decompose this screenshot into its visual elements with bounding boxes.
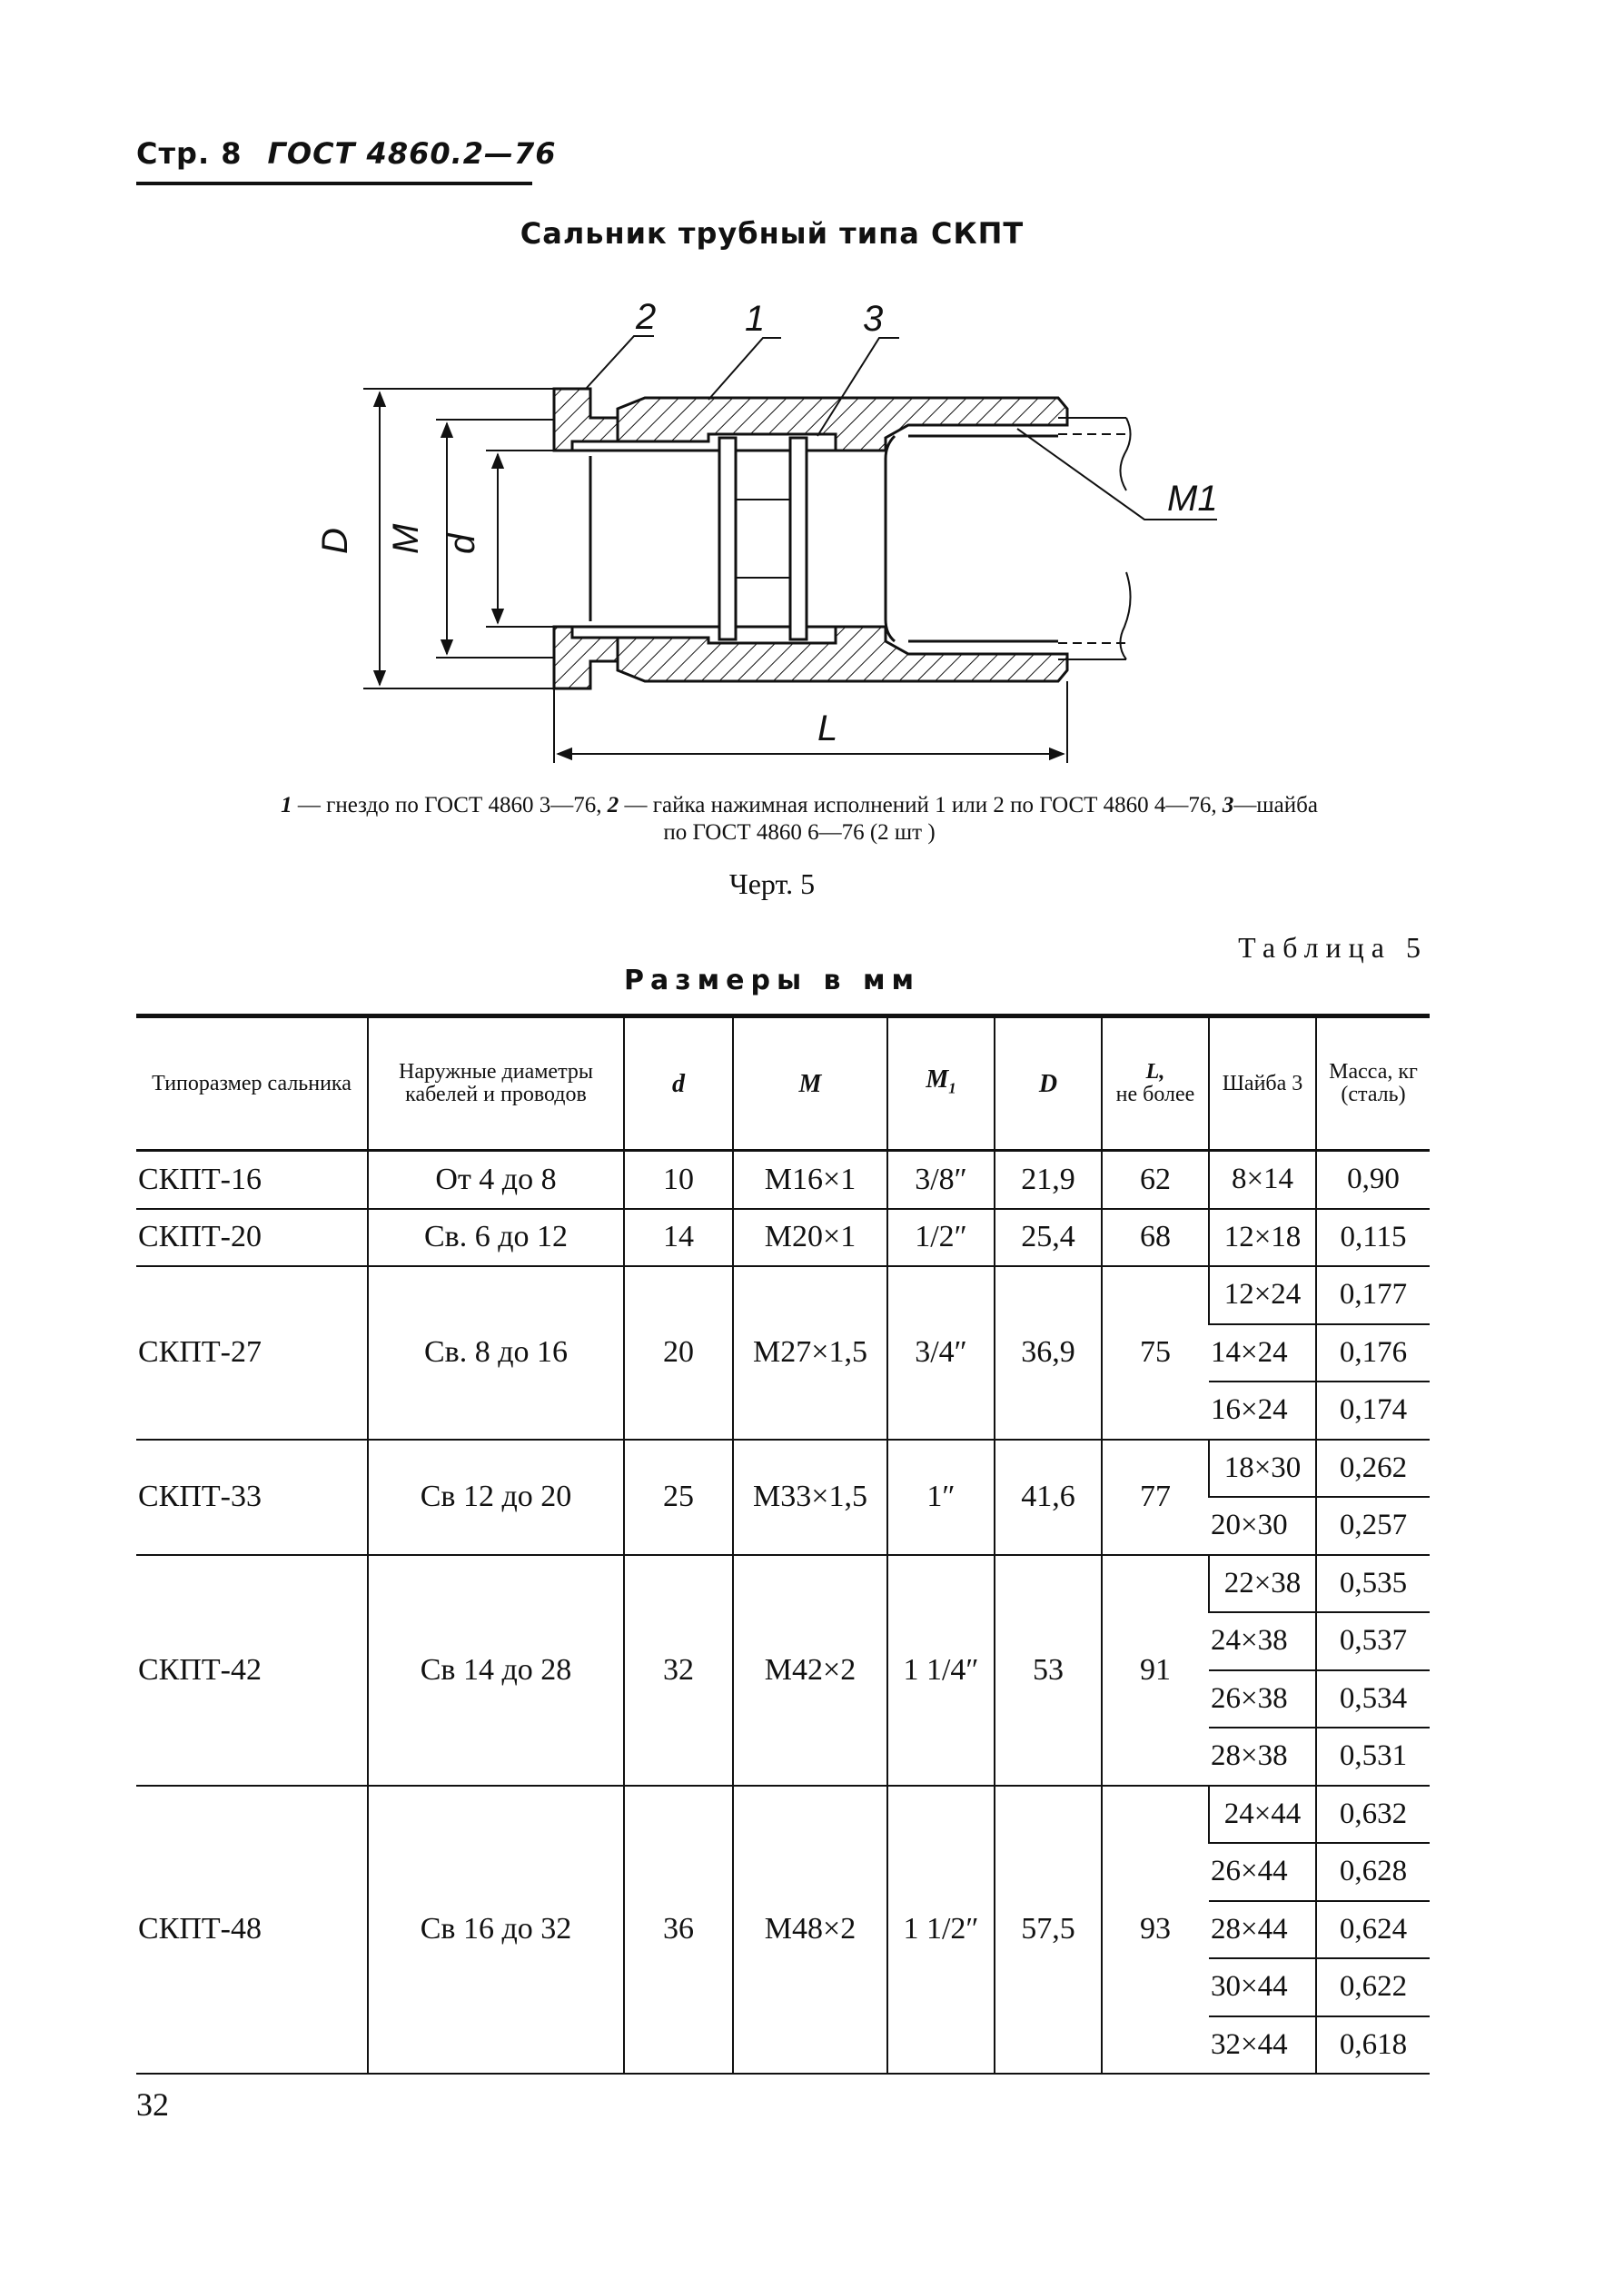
caption-item1-number: 1 <box>281 793 292 817</box>
cell-M1: 1″ <box>887 1440 995 1555</box>
cell-D: 25,4 <box>995 1209 1102 1267</box>
cell-washer: 24×38 <box>1209 1612 1316 1670</box>
cell-d: 36 <box>624 1786 733 2075</box>
cell-d: 10 <box>624 1151 733 1209</box>
cell-type: СКПТ-20 <box>136 1209 368 1267</box>
dimensions-table <box>136 1014 1430 2075</box>
cell-L: 68 <box>1102 1209 1209 1267</box>
cell-washer: 32×44 <box>1209 2016 1316 2075</box>
header-L-note: не более <box>1115 1083 1195 1106</box>
table-row <box>136 1786 1430 1844</box>
caption-item3-number: 3 <box>1222 793 1234 817</box>
cell-type: СКПТ-48 <box>136 1786 368 2075</box>
table-row <box>136 1151 1430 1209</box>
cell-washer: 28×38 <box>1209 1728 1316 1786</box>
cell-mass: 0,622 <box>1316 1958 1430 2016</box>
cell-type: СКПТ-33 <box>136 1440 368 1555</box>
cell-d: 20 <box>624 1266 733 1440</box>
cell-washer: 8×14 <box>1209 1151 1316 1209</box>
standard-number: ГОСТ 4860.2—76 <box>267 136 557 171</box>
figure-label: Черт. 5 <box>728 867 816 900</box>
cell-M: М33×1,5 <box>733 1440 887 1555</box>
cell-mass: 0,257 <box>1316 1497 1430 1555</box>
cell-mass: 0,537 <box>1316 1612 1430 1670</box>
cell-M1: 1 1/2″ <box>887 1786 995 2075</box>
cell-diam: Св 16 до 32 <box>368 1786 624 2075</box>
cell-d: 32 <box>624 1555 733 1786</box>
part-label-2: 2 <box>636 297 657 337</box>
table-row <box>136 1209 1430 1267</box>
page-header <box>136 136 557 171</box>
cell-type: СКПТ-16 <box>136 1151 368 1209</box>
units-label: Размеры в мм <box>623 965 921 996</box>
header-L <box>1102 1016 1209 1151</box>
cell-washer: 20×30 <box>1209 1497 1316 1555</box>
cell-D: 53 <box>995 1555 1102 1786</box>
cell-d: 14 <box>624 1209 733 1267</box>
gland-drawing <box>315 282 1235 790</box>
cell-L: 77 <box>1102 1440 1209 1555</box>
header-mass: Масса, кг (сталь) <box>1316 1016 1430 1151</box>
cell-mass: 0,115 <box>1316 1209 1430 1267</box>
header-M1 <box>887 1016 995 1151</box>
table-header-row <box>136 1016 1430 1151</box>
cell-washer: 24×44 <box>1209 1786 1316 1844</box>
header-type: Типоразмер сальника <box>136 1016 368 1151</box>
cell-diam: Св. 8 до 16 <box>368 1266 624 1440</box>
cell-M1: 3/8″ <box>887 1151 995 1209</box>
cell-washer: 14×24 <box>1209 1324 1316 1382</box>
caption-item3-text: —шайба по ГОСТ 4860 6—76 (2 шт ) <box>663 793 1318 845</box>
dim-label-M1: M1 <box>1167 479 1218 519</box>
header-M: M <box>733 1016 887 1151</box>
header-diameters: Наружные диаметры кабелей и проводов <box>368 1016 624 1151</box>
dim-label-D: D <box>315 528 355 554</box>
page-number: 32 <box>136 2086 169 2123</box>
cell-mass: 0,531 <box>1316 1728 1430 1786</box>
cell-L: 62 <box>1102 1151 1209 1209</box>
cell-D: 41,6 <box>995 1440 1102 1555</box>
cell-diam: Св 12 до 20 <box>368 1440 624 1555</box>
cell-washer: 16×24 <box>1209 1382 1316 1440</box>
cell-type: СКПТ-27 <box>136 1266 368 1440</box>
cell-mass: 0,90 <box>1316 1151 1430 1209</box>
cell-mass: 0,632 <box>1316 1786 1430 1844</box>
caption-item2-number: 2 <box>607 793 619 817</box>
cell-M1: 3/4″ <box>887 1266 995 1440</box>
cell-mass: 0,628 <box>1316 1843 1430 1901</box>
cell-washer: 18×30 <box>1209 1440 1316 1498</box>
cell-washer: 26×38 <box>1209 1670 1316 1728</box>
header-L-symbol: L, <box>1145 1060 1165 1084</box>
cell-M: М42×2 <box>733 1555 887 1786</box>
cell-washer: 28×44 <box>1209 1901 1316 1959</box>
cell-type: СКПТ-42 <box>136 1555 368 1786</box>
cell-D: 57,5 <box>995 1786 1102 2075</box>
cell-L: 93 <box>1102 1786 1209 2075</box>
cell-M: М16×1 <box>733 1151 887 1209</box>
header-D: D <box>995 1016 1102 1151</box>
cell-washer: 22×38 <box>1209 1555 1316 1613</box>
table-row <box>136 1266 1430 1324</box>
cell-mass: 0,174 <box>1316 1382 1430 1440</box>
cell-mass: 0,177 <box>1316 1266 1430 1324</box>
cell-mass: 0,262 <box>1316 1440 1430 1498</box>
cell-M: М27×1,5 <box>733 1266 887 1440</box>
dim-label-L: L <box>817 708 838 748</box>
table-body <box>136 1151 1430 2075</box>
dim-label-d: d <box>442 533 482 554</box>
cell-L: 91 <box>1102 1555 1209 1786</box>
cell-mass: 0,535 <box>1316 1555 1430 1613</box>
page-label: Стр. 8 <box>136 136 243 171</box>
caption-item1-text: — гнездо по ГОСТ 4860 3—76, <box>292 793 608 817</box>
header-M1-base: M <box>926 1065 949 1094</box>
cell-washer: 12×18 <box>1209 1209 1316 1267</box>
cell-d: 25 <box>624 1440 733 1555</box>
cell-mass: 0,618 <box>1316 2016 1430 2075</box>
cell-M: М20×1 <box>733 1209 887 1267</box>
part-label-1: 1 <box>745 299 766 339</box>
table-label: Таблица 5 <box>1238 931 1428 964</box>
cell-M1: 1/2″ <box>887 1209 995 1267</box>
caption-item2-text: — гайка нажимная исполнений 1 или 2 по ГОСТ 4860 4—76, <box>619 793 1223 817</box>
table-row <box>136 1440 1430 1498</box>
cell-M1: 1 1/4″ <box>887 1555 995 1786</box>
table-row <box>136 1555 1430 1613</box>
cell-diam: Св. 6 до 12 <box>368 1209 624 1267</box>
figure-caption <box>272 792 1326 847</box>
part-label-3: 3 <box>863 299 884 339</box>
header-M1-sub: 1 <box>948 1079 956 1097</box>
header-rule <box>136 182 532 185</box>
cell-M: М48×2 <box>733 1786 887 2075</box>
cell-mass: 0,534 <box>1316 1670 1430 1728</box>
document-title: Сальник трубный типа СКПТ <box>520 216 1025 251</box>
cell-mass: 0,176 <box>1316 1324 1430 1382</box>
cell-L: 75 <box>1102 1266 1209 1440</box>
cell-diam: От 4 до 8 <box>368 1151 624 1209</box>
cell-D: 21,9 <box>995 1151 1102 1209</box>
cell-washer: 30×44 <box>1209 1958 1316 2016</box>
dim-label-M: M <box>386 523 426 554</box>
cell-D: 36,9 <box>995 1266 1102 1440</box>
cell-diam: Св 14 до 28 <box>368 1555 624 1786</box>
cell-mass: 0,624 <box>1316 1901 1430 1959</box>
header-washer: Шайба 3 <box>1209 1016 1316 1151</box>
cell-washer: 12×24 <box>1209 1266 1316 1324</box>
cell-washer: 26×44 <box>1209 1843 1316 1901</box>
header-d: d <box>624 1016 733 1151</box>
